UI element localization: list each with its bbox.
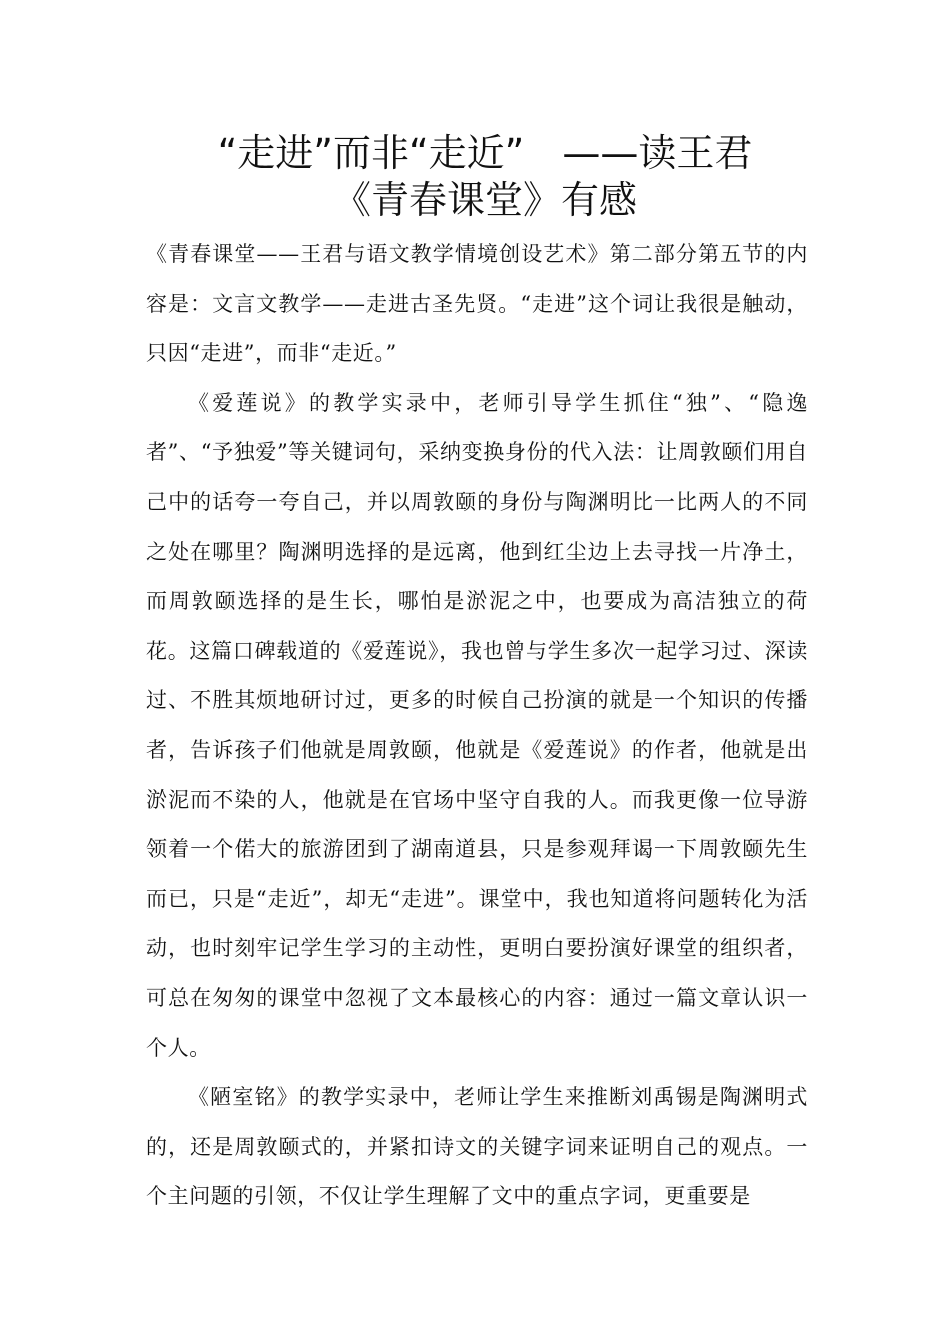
paragraph-intro: 《青春课堂——王君与语文教学情境创设艺术》第二部分第五节的内容是：文言文教学——走进古圣先贤。“走进”这个词让我很是触动，只因“走进”，而非“走近。” (146, 242, 808, 366)
document-body (146, 230, 808, 1222)
document-title-line-1: “走进”而非“走近” ——读王君 (217, 131, 753, 175)
paragraph-loushiming: 《陋室铭》的教学实录中，老师让学生来推断刘禹锡是陶渊明式的，还是周敦颐式的，并紧扣诗文的关键字词来证明自己的观点。一个主问题的引领，不仅让学生理解了文中的重点字词，更重要是 (146, 1085, 808, 1209)
document-title-line-2: 《青春课堂》有感 (332, 178, 637, 222)
paragraph-ailianshuo: 《爱莲说》的教学实录中，老师引导学生抓住“独”、“隐逸者”、“予独爱”等关键词句，采纳变换身份的代入法：让周敦颐们用自己中的话夸一夸自己，并以周敦颐的身份与陶渊明比一比两人的不同之处在哪里？陶渊明选择的是远离，他到红尘边上去寻找一片净土，而周敦颐选择的是生长，哪怕是淤泥之中，也要成为高洁独立的荷花。这篇口碑载道的《爱莲说》，我也曾与学生多次一起学习过、深读过、不胜其烦地研讨过，更多的时候自己扮演的就是一个知识的传播者，告诉孩子们他就是周敦颐，他就是《爱莲说》的作者，他就是出淤泥而不染的人，他就是在官场中坚守自我的人。而我更像一位导游领着一个偌大的旅游团到了湖南道县，只是参观拜谒一下周敦颐先生而已，只是“走近”，却无“走进”。课堂中，我也知道将问题转化为活动，也时刻牢记学生学习的主动性，更明白要扮演好课堂的组织者，可总在匆匆的课堂中忽视了文本最核心的内容：通过一篇文章认识一个人。 (146, 390, 808, 1060)
